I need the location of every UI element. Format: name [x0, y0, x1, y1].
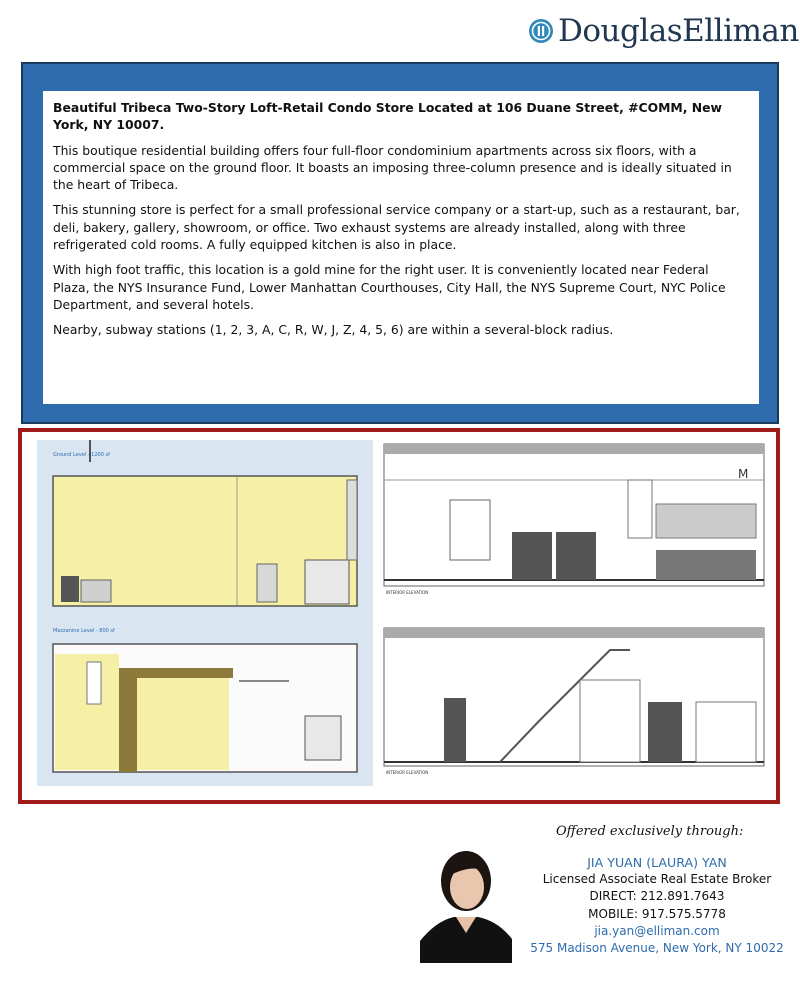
- offered-through-note: Offered exclusively through:: [556, 824, 744, 839]
- listing-paragraph-4: Nearby, subway stations (1, 2, 3, A, C, R, W, J, Z, 4, 5, 6) are within a several-block radius.: [53, 322, 614, 338]
- elevation-image: [380, 440, 770, 786]
- agent-photo: [420, 829, 512, 963]
- listing-paragraph-2: This stunning store is perfect for a small professional service company or a start-up, such as a restaurant, bar, deli, bakery, gallery, showroom, or office. Two exhaust systems are already installed, along with three refrigerated cold rooms. A fully equipped kitchen is also in place.: [53, 202, 740, 253]
- agent-title: Licensed Associate Real Estate Broker: [542, 872, 772, 887]
- listing-paragraph-3: With high foot traffic, this location is a gold mine for the right user. It is conveniently located near Federal Plaza, the NYS Insurance Fund, Lower Manhattan Courthouses, City Hall, the NYS Supreme Court, NYC Police Department, and several hotels.: [53, 262, 726, 312]
- floor-plans-panel: [18, 428, 780, 804]
- logo-wordmark: DouglasElliman: [558, 13, 799, 49]
- logo-mark-icon: [528, 18, 554, 44]
- agent-name: JIA YUAN (LAURA) YAN: [587, 855, 727, 870]
- agent-contact: [522, 854, 792, 957]
- agent-mobile-phone: MOBILE: 917.575.5778: [588, 906, 726, 921]
- mezzanine-level-label: Mezzanine Level - 800 sf: [53, 628, 115, 634]
- listing-title: Beautiful Tribeca Two-Story Loft-Retail Condo Store Located at 106 Duane Street, #COMM, New York, NY 10007.: [53, 100, 723, 133]
- agent-email-link[interactable]: jia.yan@elliman.com: [594, 923, 720, 938]
- elevation-m-marker: M: [738, 467, 749, 481]
- listing-panel: [21, 62, 779, 424]
- listing-text: [43, 91, 759, 404]
- ground-level-label: Ground Level - 1200 sf: [53, 452, 110, 458]
- elevation-label-lower: INTERIOR ELEVATION: [386, 770, 429, 775]
- agent-direct-phone: DIRECT: 212.891.7643: [589, 889, 725, 904]
- agent-address: 575 Madison Avenue, New York, NY 10022: [530, 941, 784, 956]
- floor-plan-drawing: [37, 440, 373, 786]
- elevation-drawing: [380, 440, 770, 786]
- listing-paragraph-1: This boutique residential building offers four full-floor condominium apartments across six floors, with a commercial space on the ground floor. It boasts an imposing three-column presence and is ideally situated in the heart of Tribeca.: [53, 142, 732, 193]
- elevation-label-upper: INTERIOR ELEVATION: [386, 590, 429, 595]
- douglas-elliman-logo: [528, 6, 799, 56]
- floor-plan-image: [37, 440, 373, 786]
